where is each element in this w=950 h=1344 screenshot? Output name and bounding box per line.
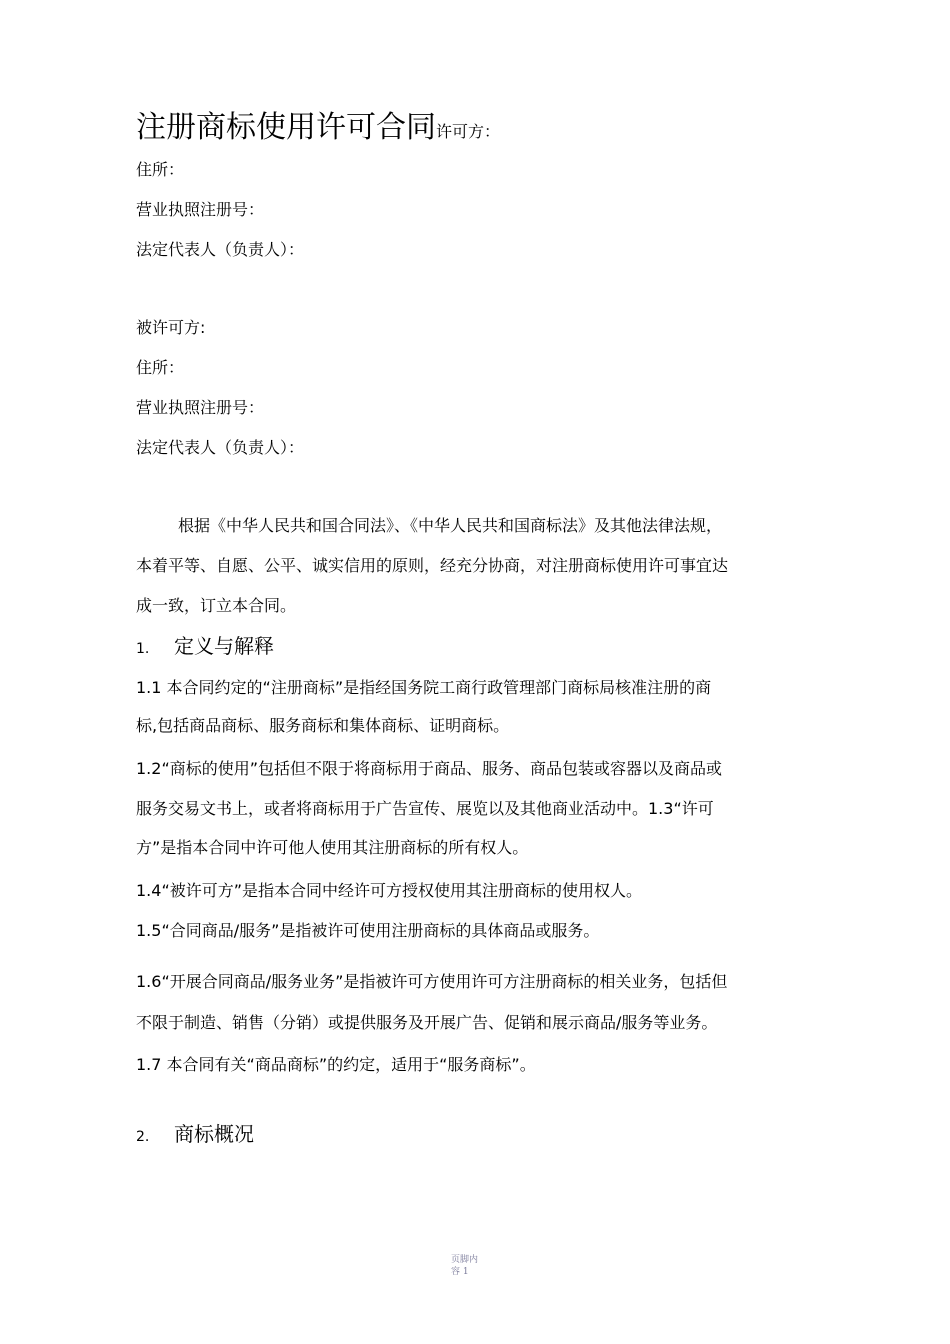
preamble-line: 成一致，订立本合同。 <box>136 596 297 615</box>
licensee-rep: 法定代表人（负责人）： <box>136 438 305 457</box>
section-heading-1 <box>136 630 274 659</box>
licensor-reg-no: 营业执照注册号： <box>136 200 265 219</box>
section-number: 2. <box>136 1129 150 1145</box>
clause-line: 1.4“被许可方”是指本合同中经许可方授权使用其注册商标的使用权人。 <box>136 881 643 900</box>
footer-line: 容 1 <box>451 1267 469 1277</box>
clause-line: 1.2“商标的使用”包括但不限于将商标用于商品、服务、商品包装或容器以及商品或 <box>136 759 723 778</box>
clause-line: 1.7 本合同有关“商品商标”的约定，适用于“服务商标”。 <box>136 1055 536 1074</box>
licensee-reg-no: 营业执照注册号： <box>136 398 265 417</box>
clause-line: 标,包括商品商标、服务商标和集体商标、证明商标。 <box>136 716 510 735</box>
clause-line: 1.6“开展合同商品/服务业务”是指被许可方使用许可方注册商标的相关业务，包括但 <box>136 972 728 991</box>
section-number: 1. <box>136 641 150 657</box>
licensor-rep: 法定代表人（负责人）： <box>136 240 305 259</box>
preamble-line: 根据《中华人民共和国合同法》、《中华人民共和国商标法》及其他法律法规， <box>178 516 723 535</box>
section-title: 定义与解释 <box>174 634 274 658</box>
preamble-line: 本着平等、自愿、公平、诚实信用的原则，经充分协商，对注册商标使用许可事宜达 <box>136 556 729 575</box>
clause-line: 服务交易文书上，或者将商标用于广告宣传、展览以及其他商业活动中。1.3“许可 <box>136 799 714 818</box>
document-title <box>136 108 500 148</box>
footer-line: 页脚内 <box>451 1255 479 1265</box>
licensor-label: 许可方： <box>436 122 501 141</box>
clause-line: 1.1 本合同约定的“注册商标”是指经国务院工商行政管理部门商标局核准注册的商 <box>136 678 712 697</box>
section-title: 商标概况 <box>174 1122 254 1146</box>
page-footer <box>451 1254 485 1278</box>
licensor-address: 住所： <box>136 160 185 179</box>
title-main: 注册商标使用许可合同 <box>136 110 436 145</box>
clause-line: 方”是指本合同中许可他人使用其注册商标的所有权人。 <box>136 838 529 857</box>
licensee-address: 住所： <box>136 358 185 377</box>
section-heading-2 <box>136 1118 254 1147</box>
licensee-label: 被许可方: <box>136 318 206 337</box>
clause-line: 不限于制造、销售（分销）或提供服务及开展广告、促销和展示商品/服务等业务。 <box>136 1013 718 1032</box>
clause-line: 1.5“合同商品/服务”是指被许可使用注册商标的具体商品或服务。 <box>136 921 600 940</box>
